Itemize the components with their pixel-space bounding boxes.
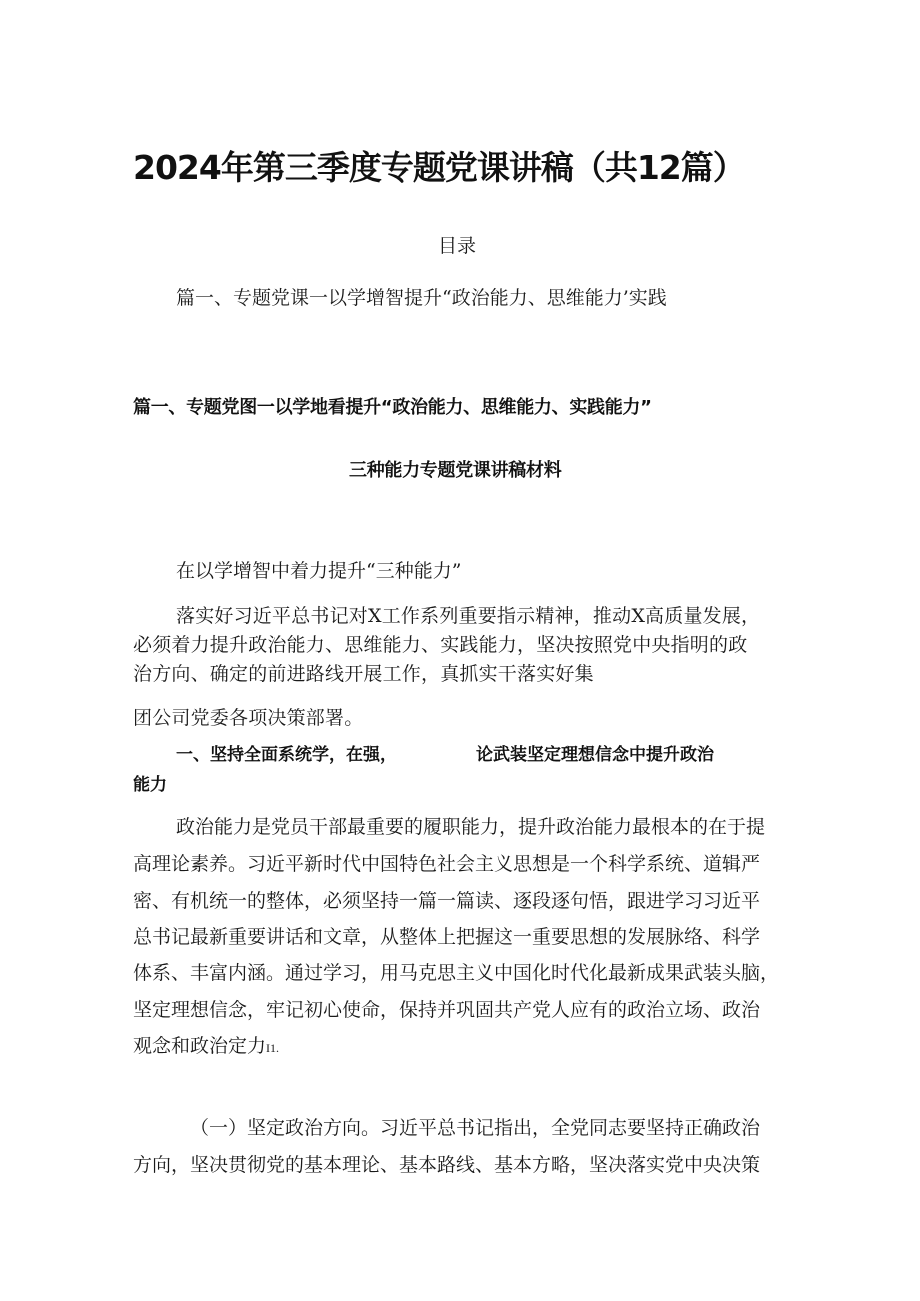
paragraph3-line: （一）坚定政治方向。习近平总书记指出，全党同志要坚持正确政治 xyxy=(190,1117,761,1139)
intro-line: 在以学增智中着力提升“三种能力” xyxy=(176,560,462,582)
paragraph1-line: 必须着力提升政治能力、思维能力、实践能力，坚决按照党中央指明的政 xyxy=(133,634,748,656)
paragraph2-line: 密、有机统一的整体，必须坚持一篇一篇读、逐段逐句悟，跟进学习习近平 xyxy=(133,890,761,912)
paragraph2-line: 坚定理想信念，牢记初心使命，保持并巩固共产党人应有的政治立场、政治 xyxy=(133,999,761,1021)
subheading-part-c: 能力 xyxy=(133,775,167,795)
document-title: 2024年第三季度专题党课讲稿（共12篇） xyxy=(133,148,745,187)
toc-item[interactable]: 篇一、专题党课一以学增智提升“政治能力、思维能力’实践 xyxy=(176,287,667,309)
section-heading: 篇一、专题党图一以学地看提升“政治能力、思维能力、实践能力” xyxy=(133,397,652,418)
paragraph2-last-text: 观念和政治定力 xyxy=(133,1035,267,1057)
subheading-part-b: 论武装坚定理想信念中提升政治 xyxy=(476,745,714,765)
paragraph2-line: 高理论素养。习近平新时代中国特色社会主义思想是一个科学系统、道辑严 xyxy=(133,853,761,875)
paragraph1-line: 团公司党委各项决策部署。 xyxy=(133,707,364,729)
paragraph2-last-line xyxy=(133,1031,279,1058)
paragraph3-line: 方向，坚决贯彻党的基本理论、基本路线、基本方略，坚决落实党中央决策 xyxy=(133,1154,761,1176)
paragraph2-line: 总书记最新重要讲话和文章，从整体上把握这一重要思想的发展脉络、科学 xyxy=(133,926,761,948)
footnote-mark: I1. xyxy=(266,1041,280,1055)
paragraph1-line: 落实好习近平总书记对X工作系列重要指示精神，推动X高质量发展， xyxy=(176,605,761,627)
paragraph2-line: 体系、丰富内涵。通过学习，用马克思主义中国化时代化最新成果武装头脑， xyxy=(133,962,780,984)
toc-heading: 目录 xyxy=(438,235,477,257)
paragraph2-line: 政治能力是党员干部最重要的履职能力，提升政治能力最根本的在于提 xyxy=(176,816,766,838)
paragraph1-line: 治方向、确定的前进路线开展工作，真抓实干落实好集 xyxy=(133,663,594,685)
section-subtitle: 三种能力专题党课讲稿材料 xyxy=(349,460,562,481)
subheading-part-a: 一、坚持全面系统学，在强， xyxy=(176,745,397,765)
